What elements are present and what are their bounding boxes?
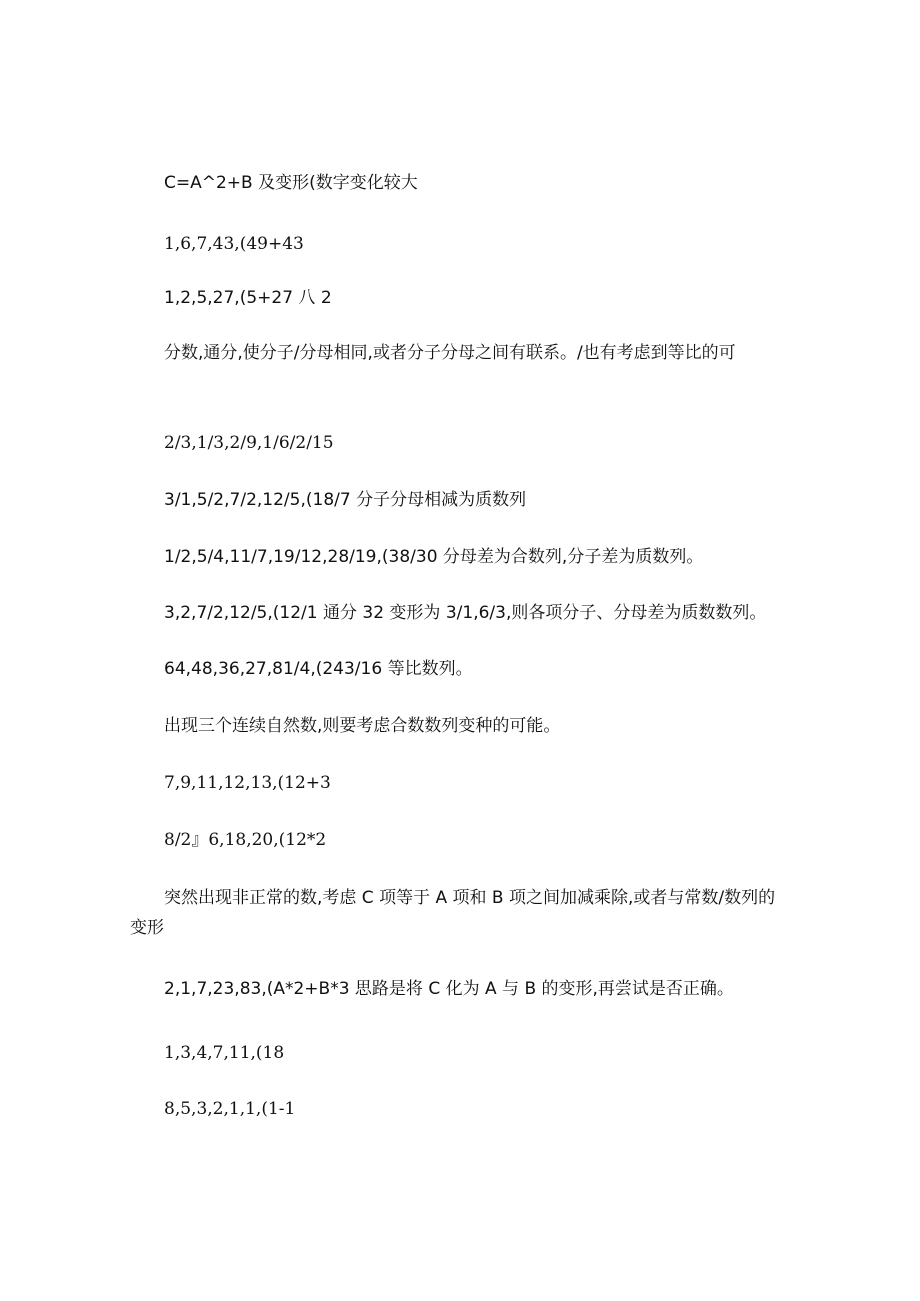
text-line-abnormal-example: 2,1,7,23,83,(A*2+B*3 思路是将 C 化为 A 与 B 的变形,再尝试是否正确。 bbox=[164, 979, 734, 999]
text-line-consecutive-heading: 出现三个连续自然数,则要考虑合数数列变种的可能。 bbox=[164, 716, 561, 736]
text-line-consecutive-example-2: 8/2』6,18,20,(12*2 bbox=[164, 830, 327, 850]
text-line-fraction-example-3: 1/2,5/4,11/7,19/12,28/19,(38/30 分母差为合数列,分子差为质数列。 bbox=[164, 547, 704, 567]
text-line-example-2: 1,2,5,27,(5+27 八 2 bbox=[164, 288, 332, 308]
text-line-fraction-example-2: 3/1,5/2,7/2,12/5,(18/7 分子分母相减为质数列 bbox=[164, 490, 527, 510]
text-line-fraction-example-4: 3,2,7/2,12/5,(12/1 通分 32 变形为 3/1,6/3,则各项分子、分母差为质数数列。 bbox=[164, 603, 767, 623]
text-line-fibonacci-example-2: 8,5,3,2,1,1,(1-1 bbox=[164, 1099, 296, 1119]
text-line-fibonacci-example-1: 1,3,4,7,11,(18 bbox=[164, 1043, 285, 1063]
text-line-geometric-example: 64,48,36,27,81/4,(243/16 等比数列。 bbox=[164, 659, 473, 679]
text-line-formula-heading: C=A^2+B 及变形(数字变化较大 bbox=[164, 173, 418, 193]
text-line-fraction-example-1: 2/3,1/3,2/9,1/6/2/15 bbox=[164, 433, 334, 453]
text-line-abnormal-heading: 突然出现非正常的数,考虑 C 项等于 A 项和 B 项之间加减乘除,或者与常数/数列的变形 bbox=[130, 888, 776, 938]
text-line-fraction-heading: 分数,通分,使分子/分母相同,或者分子分母之间有联系。/也有考虑到等比的可 bbox=[164, 343, 736, 363]
text-line-consecutive-example-1: 7,9,11,12,13,(12+3 bbox=[164, 773, 331, 793]
text-line-example-1: 1,6,7,43,(49+43 bbox=[164, 234, 304, 254]
